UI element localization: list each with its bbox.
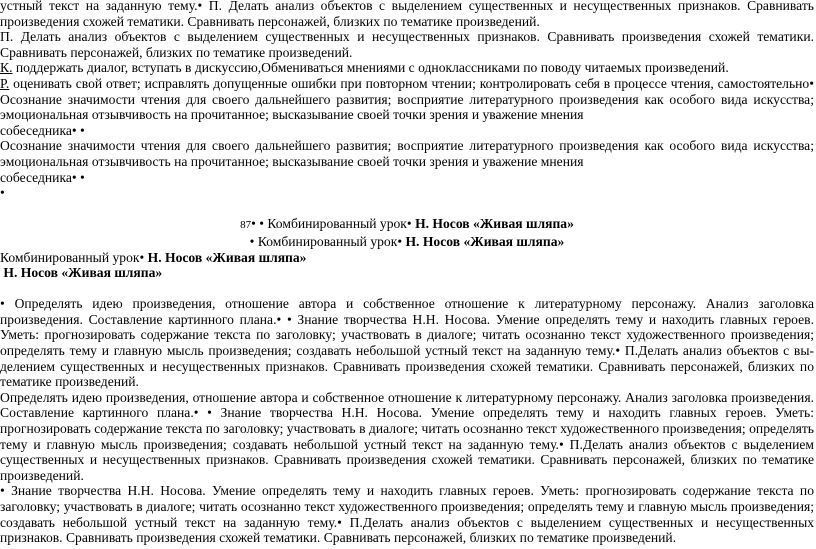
lesson-heading-4-title: Н. Носов «Живая шляпа» [0, 265, 163, 281]
k-label: К. [0, 60, 13, 76]
paragraph-goals-1: • Определять идею произведения, отношение автора и собственное отношение к литературному персонажу. Анализ заголовка произведения. Составление картинного плана.• • Знание творчества Н.Н. Носова. Умение определять тему и находить главных героев. Уметь: прогнозировать содержание текста по заголовку; участвовать в диалоге; читать осознанно текст художественного произведения; определять тему и главную мысль произведения; создавать небольшой устный текст на заданную тему.• П.Делать анализ объектов с вы-делением существенных и несущественных признаков. Сравнивать произведения схожей тематики. Сравнивать персонажей, близких по тематике произведений. [0, 296, 814, 390]
r-label: Р. [0, 75, 10, 91]
lesson-heading-2-title: Н. Носов «Живая шляпа» [405, 233, 565, 249]
paragraph-p-analysis: П. Делать анализ объектов с выделением существенных и несущественных признаков. Сравнивать произведения схожей тематики. Сравнивать персонажей, близких по тематике произведений. [0, 29, 814, 60]
paragraph-goals-3: • Знание творчества Н.Н. Носова. Умение определять тему и находить главных героев. Уметь: прогнозировать содержание текста по заголовку; участвовать в диалоге; читать осознанно текст художественного произведения; определять тему и главную мысль произведения; создавать небольшой устный текст на заданную тему.• П.Делать анализ объектов с выделением существенных и несущественных признаков. Сравнивать произведения схожей тематики. Сравнивать персонажей, близких по тематике произведений. [0, 483, 814, 546]
paragraph-goals-2: Определять идею произведения, отношение автора и собственное отношение к литературному персонажу. Анализ заголовка произведения. Составление картинного плана.• • Знание творчества Н.Н. Носова. Умение определять тему и находить главных героев. Уметь: прогнозировать содержание текста по заголовку; участвовать в диалоге; читать осознанно текст художественного произведения; определять тему и главную мысль произведения; создавать небольшой устный текст на заданную тему.• П.Делать анализ объектов с выделением существенных и несущественных признаков. Сравнивать произведения схожей тематики. Сравнивать персонажей, близких по тематике произведений. [0, 389, 814, 483]
lesson-heading-3 [0, 250, 816, 266]
lesson-heading-1 [0, 216, 816, 234]
lone-bullet: • [0, 185, 5, 201]
lesson-heading-3-pre: Комбинированный урок• [0, 249, 148, 265]
spacer [0, 281, 816, 297]
paragraph-r-tail: собеседника• • [0, 122, 85, 138]
lesson-heading-2-pre: • Комбинированный урок• [249, 233, 406, 249]
lesson-heading-3-title: Н. Носов «Живая шляпа» [147, 249, 307, 265]
r-text: оценивать свой ответ; исправлять допущенные ошибки при повторном чтении; контролировать себя в процессе чтения, самостоятельно• Осознание значимости чтения для своего дальнейшего развития; восприятие литературного произведения как особого вида искусства; эмоциональная отзывчивость на прочитанное; высказывание своей точки зрения и уважение мнения [0, 75, 814, 123]
paragraph-block2: Осознание значимости чтения для своего дальнейшего развития; восприятие литературного произведения как особого вида искусства; эмоциональная отзывчивость на прочитанное; высказывание своей точки зрения и уважение мнения [0, 138, 814, 169]
paragraph-k [0, 60, 816, 76]
lesson-heading-4 [0, 265, 816, 281]
paragraph-intro: устный текст на заданную тему.• П. Делать анализ объектов с выделением существенных и несущественных признаков. Сравнивать произведения схожей тематики. Сравнивать персонажей, близких по тематике произведений. [0, 0, 814, 29]
lesson-heading-1-pre: • • Комбинированный урок• [251, 216, 416, 232]
lesson-number: 87 [240, 219, 252, 232]
spacer [0, 201, 816, 217]
k-text: поддержать диалог, вступать в дискуссию,Обмениваться мнениями с одноклассниками по поводу читаемых произведений. [12, 60, 729, 76]
paragraph-block2-tail: собеседника• • [0, 169, 85, 185]
lesson-heading-1-title: Н. Носов «Живая шляпа» [415, 216, 574, 232]
paragraph-r [0, 76, 816, 123]
lesson-heading-2 [0, 234, 816, 250]
